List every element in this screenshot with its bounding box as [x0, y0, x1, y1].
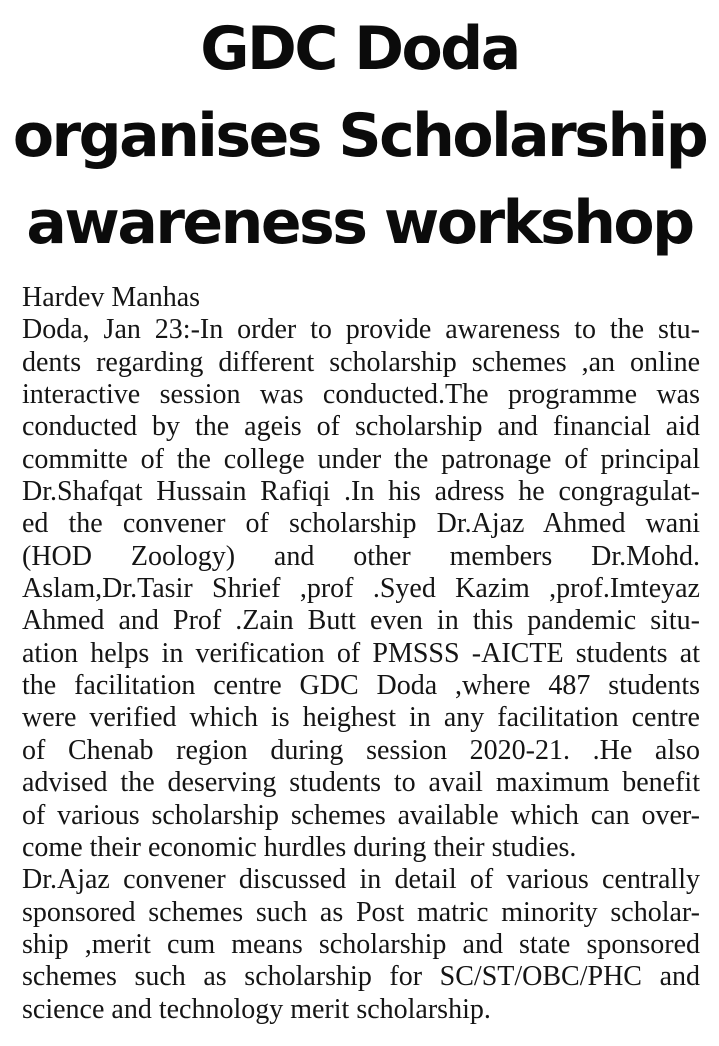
headline-line: awareness workshop: [26, 188, 693, 258]
text-line: (HOD Zoology) and other members Dr.Mohd.: [22, 540, 700, 572]
text-line: come their economic hurdles during their studies.: [22, 831, 577, 863]
text-line: sponsored schemes such as Post matric minority scholar-: [22, 896, 700, 928]
text-line: ed the convener of scholarship Dr.Ajaz Ahmed wani: [22, 508, 700, 540]
text-line: of Chenab region during session 2020-21. .He also: [22, 734, 700, 766]
text-line: ation helps in verification of PMSSS -AICTE students at: [22, 637, 700, 669]
text-line: Aslam,Dr.Tasir Shrief ,prof .Syed Kazim ,prof.Imteyaz: [22, 573, 700, 605]
text-line: conducted by the ageis of scholarship and financial aid: [22, 411, 700, 443]
headline-line: organises Scholarship: [12, 101, 707, 171]
headline-line: GDC Doda: [200, 14, 519, 84]
text-line: the facilitation centre GDC Doda ,where 487 students: [22, 670, 700, 702]
text-line: schemes such as scholarship for SC/ST/OBC/PHC and: [22, 961, 700, 993]
text-line: committe of the college under the patronage of principal: [22, 443, 700, 475]
text-line: Dr.Ajaz convener discussed in detail of various centrally: [22, 864, 700, 896]
paragraph-1: [22, 314, 700, 864]
text-line: advised the deserving students to avail maximum benefit: [22, 767, 700, 799]
article-headline: [0, 6, 719, 267]
text-line: Doda, Jan 23:-In order to provide awareness to the stu-: [22, 314, 700, 346]
text-line: were verified which is heighest in any facilitation centre: [22, 702, 700, 734]
article-body: [22, 282, 700, 1026]
text-line: dents regarding different scholarship schemes ,an online: [22, 346, 700, 378]
text-line: ship ,merit cum means scholarship and state sponsored: [22, 928, 700, 960]
paragraph-2: [22, 864, 700, 1026]
text-line: Dr.Shafqat Hussain Rafiqi .In his adress he congragulat-: [22, 476, 700, 508]
text-line: of various scholarship schemes available which can over-: [22, 799, 700, 831]
text-line: interactive session was conducted.The programme was: [22, 379, 700, 411]
byline: Hardev Manhas: [22, 282, 201, 313]
text-line: Ahmed and Prof .Zain Butt even in this pandemic situ-: [22, 605, 700, 637]
text-line: science and technology merit scholarship.: [22, 993, 491, 1025]
